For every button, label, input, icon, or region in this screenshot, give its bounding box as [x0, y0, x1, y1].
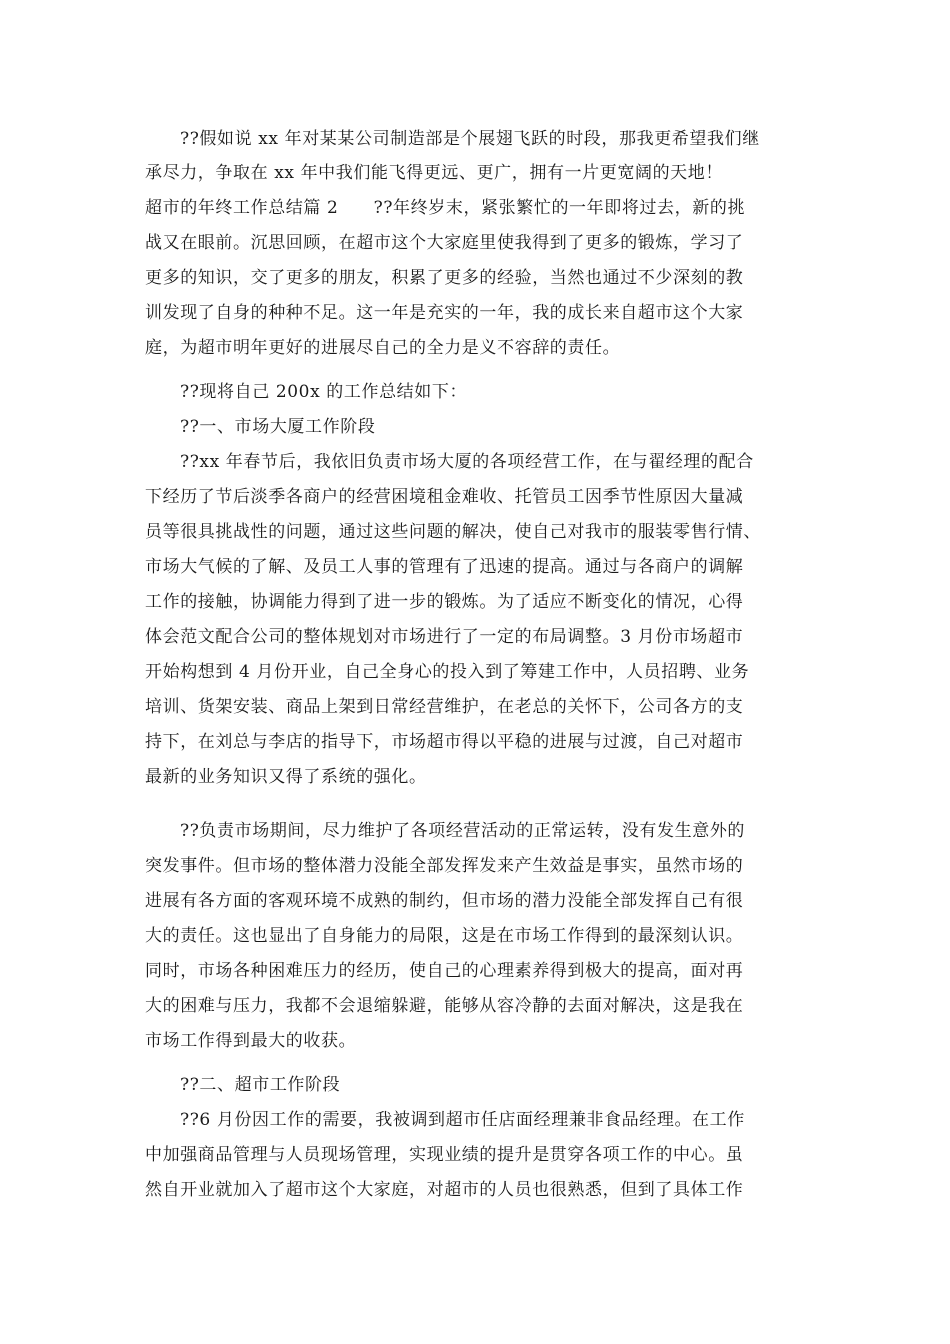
text-line: 体会范文配合公司的整体规划对市场进行了一定的布局调整。3 月份市场超市: [145, 627, 744, 647]
text-line: 市场工作得到最大的收获。: [145, 1031, 357, 1051]
text-line: 同时，市场各种困难压力的经历，使自己的心理素养得到极大的提高，面对再: [145, 961, 744, 981]
subheading-line: ??一、市场大厦工作阶段: [180, 417, 376, 437]
text-line: 市场大气候的了解、及员工人事的管理有了迅速的提高。通过与各商户的调解: [145, 557, 744, 577]
text-line: 下经历了节后淡季各商户的经营困境租金难收、托管员工因季节性原因大量减: [145, 487, 744, 507]
text-line: 训发现了自身的种种不足。这一年是充实的一年，我的成长来自超市这个大家: [145, 303, 744, 323]
text-line: 大的责任。这也显出了自身能力的局限，这是在市场工作得到的最深刻认识。: [145, 926, 744, 946]
text-line: 进展有各方面的客观环境不成熟的制约，但市场的潜力没能全部发挥自己有很: [145, 891, 744, 911]
text-line: 大的困难与压力，我都不会退缩躲避，能够从容冷静的去面对解决，这是我在: [145, 996, 744, 1016]
text-line: 承尽力，争取在 xx 年中我们能飞得更远、更广，拥有一片更宽阔的天地！: [145, 163, 723, 183]
text-line: ??假如说 xx 年对某某公司制造部是个展翅飞跃的时段，那我更希望我们继: [180, 129, 760, 149]
subheading-line: ??二、超市工作阶段: [180, 1075, 341, 1095]
text-line: 中加强商品管理与人员现场管理，实现业绩的提升是贯穿各项工作的中心。虽: [145, 1145, 744, 1165]
text-line: 开始构想到 4 月份开业，自己全身心的投入到了筹建工作中，人员招聘、业务: [145, 662, 750, 682]
text-line: 工作的接触，协调能力得到了进一步的锻炼。为了适应不断变化的情况，心得: [145, 592, 744, 612]
text-line: 更多的知识，交了更多的朋友，积累了更多的经验，当然也通过不少深刻的教: [145, 268, 744, 288]
text-line: ??负责市场期间，尽力维护了各项经营活动的正常运转，没有发生意外的: [180, 821, 746, 841]
text-line: 最新的业务知识又得了系统的强化。: [145, 767, 427, 787]
text-line: ??现将自己 200x 的工作总结如下：: [180, 382, 468, 402]
text-line: ??6 月份因工作的需要，我被调到超市任店面经理兼非食品经理。在工作: [180, 1110, 745, 1130]
text-line: 员等很具挑战性的问题，通过这些问题的解决，使自己对我市的服装零售行情、: [145, 522, 761, 542]
text-line: 战又在眼前。沉思回顾，在超市这个大家庭里使我得到了更多的锻炼，学习了: [145, 233, 744, 253]
text-line: 持下，在刘总与李店的指导下，市场超市得以平稳的进展与过渡，自己对超市: [145, 732, 744, 752]
text-line: 突发事件。但市场的整体潜力没能全部发挥发来产生效益是事实，虽然市场的: [145, 856, 744, 876]
text-line: ??xx 年春节后，我依旧负责市场大厦的各项经营工作，在与翟经理的配合: [180, 452, 754, 472]
section-heading-line: 超市的年终工作总结篇 2 ??年终岁末，紧张繁忙的一年即将过去，新的挑: [145, 198, 746, 218]
text-line: 庭，为超市明年更好的进展尽自己的全力是义不容辞的责任。: [145, 338, 621, 358]
text-line: 培训、货架安装、商品上架到日常经营维护，在老总的关怀下，公司各方的支: [145, 697, 744, 717]
text-line: 然自开业就加入了超市这个大家庭，对超市的人员也很熟悉，但到了具体工作: [145, 1180, 744, 1200]
